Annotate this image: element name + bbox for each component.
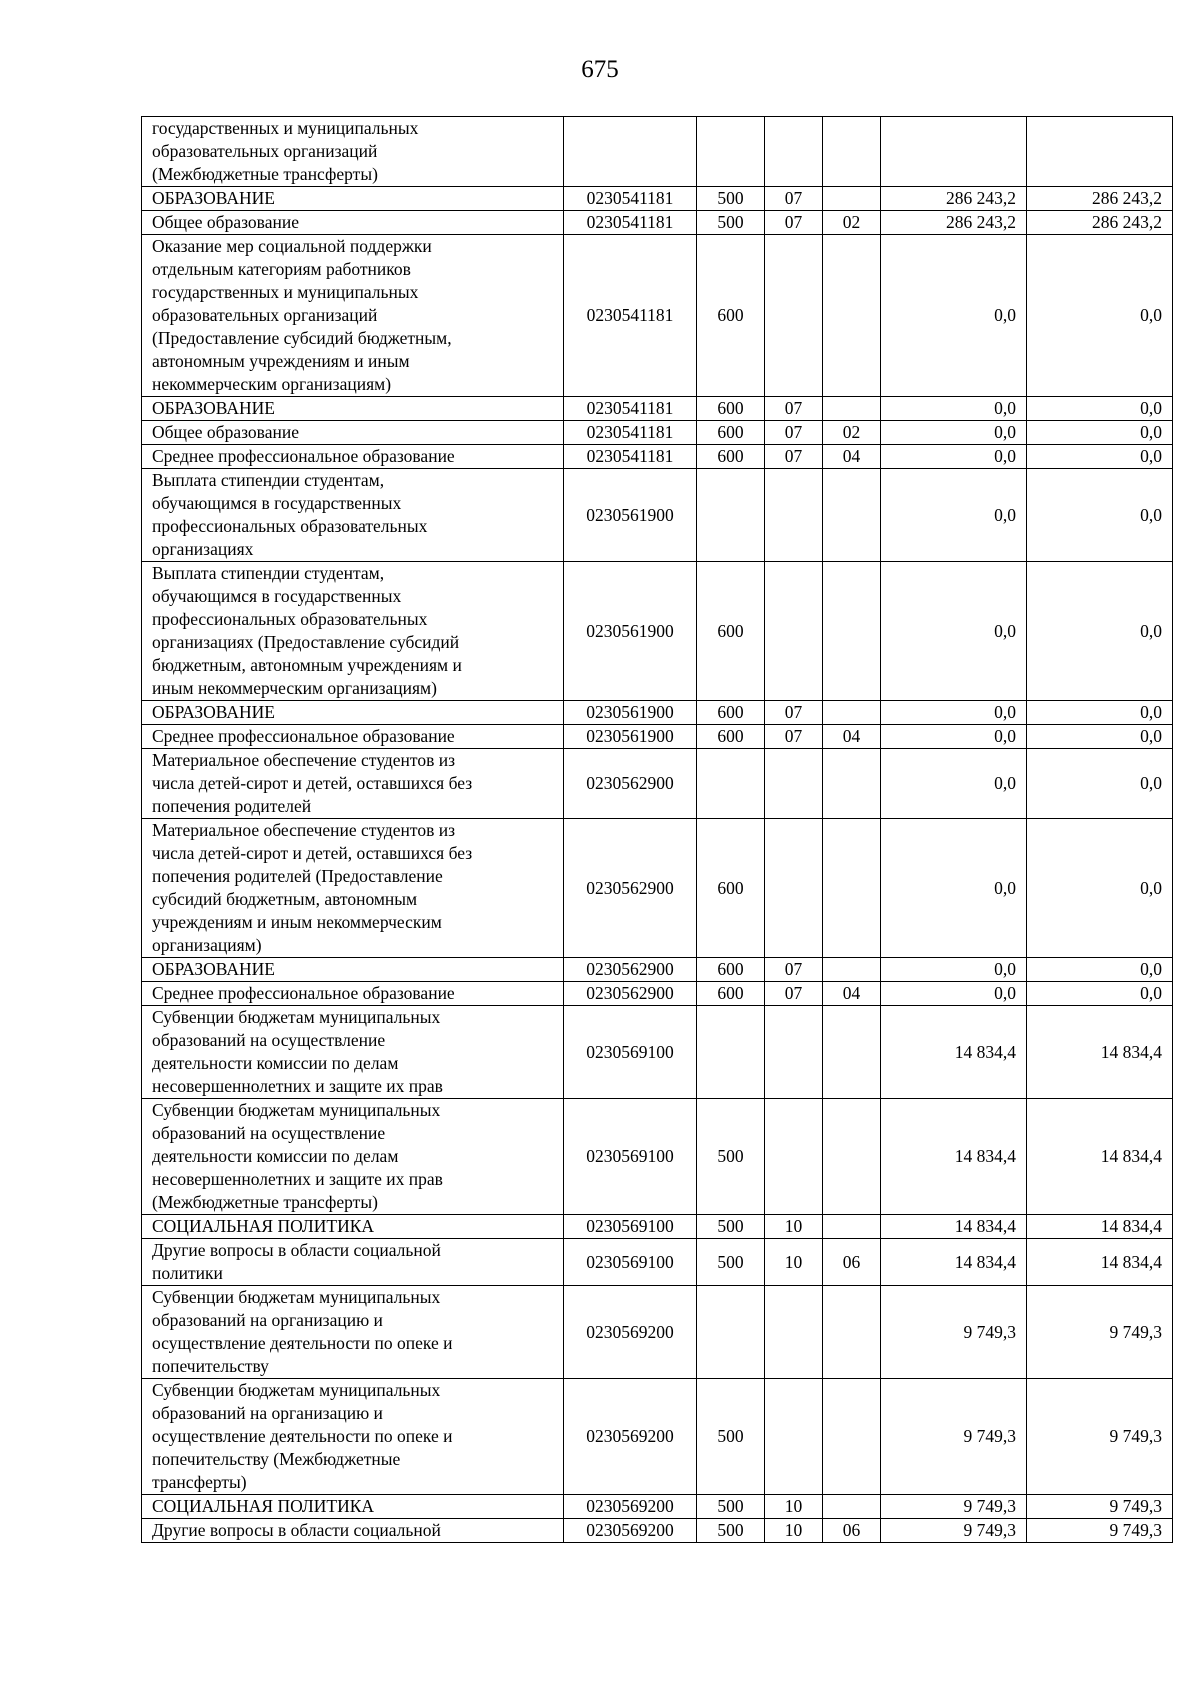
table-row <box>142 958 1173 982</box>
row-sum-2: 0,0 <box>1027 445 1173 469</box>
row-pr-code <box>823 562 881 701</box>
row-csr-code: 0230569200 <box>564 1519 697 1543</box>
row-sum-1: 0,0 <box>881 701 1027 725</box>
table-row <box>142 235 1173 397</box>
row-vr-code: 600 <box>697 235 765 397</box>
row-vr-code: 600 <box>697 562 765 701</box>
row-sum-2: 9 749,3 <box>1027 1286 1173 1379</box>
row-vr-code: 500 <box>697 1379 765 1495</box>
row-pr-code: 02 <box>823 421 881 445</box>
table-row <box>142 749 1173 819</box>
row-sum-1: 14 834,4 <box>881 1239 1027 1286</box>
row-csr-code: 0230541181 <box>564 211 697 235</box>
row-rz-code <box>765 469 823 562</box>
row-name: Субвенции бюджетам муниципальных образований на организацию и осуществление деятельности по опеке и попечительству <box>142 1286 564 1379</box>
row-sum-1: 0,0 <box>881 445 1027 469</box>
row-vr-code: 600 <box>697 958 765 982</box>
row-vr-code: 600 <box>697 725 765 749</box>
row-vr-code: 500 <box>697 1215 765 1239</box>
row-pr-code <box>823 187 881 211</box>
budget-table <box>141 116 1173 1543</box>
row-pr-code <box>823 749 881 819</box>
row-sum-1: 9 749,3 <box>881 1495 1027 1519</box>
table-row <box>142 1379 1173 1495</box>
row-rz-code <box>765 235 823 397</box>
row-name: Среднее профессиональное образование <box>142 445 564 469</box>
row-csr-code: 0230561900 <box>564 701 697 725</box>
table-row <box>142 117 1173 187</box>
row-csr-code: 0230569100 <box>564 1099 697 1215</box>
row-sum-2: 9 749,3 <box>1027 1379 1173 1495</box>
row-sum-2: 0,0 <box>1027 421 1173 445</box>
row-sum-2: 286 243,2 <box>1027 187 1173 211</box>
row-sum-2: 0,0 <box>1027 235 1173 397</box>
row-name: Субвенции бюджетам муниципальных образований на организацию и осуществление деятельности по опеке и попечительству (Межбюджетные трансферты) <box>142 1379 564 1495</box>
table-row <box>142 1099 1173 1215</box>
row-sum-2: 0,0 <box>1027 725 1173 749</box>
row-csr-code: 0230561900 <box>564 469 697 562</box>
row-sum-1: 0,0 <box>881 562 1027 701</box>
row-rz-code <box>765 562 823 701</box>
row-vr-code: 500 <box>697 1519 765 1543</box>
row-sum-1 <box>881 117 1027 187</box>
row-sum-1: 0,0 <box>881 397 1027 421</box>
row-sum-1: 0,0 <box>881 958 1027 982</box>
row-sum-1: 0,0 <box>881 421 1027 445</box>
row-name: Материальное обеспечение студентов из числа детей-сирот и детей, оставшихся без попечения родителей (Предоставление субсидий бюджетным, автономным учреждениям и иным некоммерческим организациям) <box>142 819 564 958</box>
row-pr-code <box>823 397 881 421</box>
table-row <box>142 1239 1173 1286</box>
row-sum-1: 9 749,3 <box>881 1519 1027 1543</box>
row-pr-code <box>823 1379 881 1495</box>
row-name: ОБРАЗОВАНИЕ <box>142 187 564 211</box>
row-vr-code <box>697 117 765 187</box>
row-name: Оказание мер социальной поддержки отдельным категориям работников государственных и муниципальных образовательных организаций (Предоставление субсидий бюджетным, автономным учреждениям и иным некоммерческим организациям) <box>142 235 564 397</box>
row-vr-code <box>697 1006 765 1099</box>
row-csr-code: 0230569200 <box>564 1495 697 1519</box>
table-row <box>142 421 1173 445</box>
row-rz-code: 07 <box>765 958 823 982</box>
row-csr-code: 0230569200 <box>564 1286 697 1379</box>
row-csr-code: 0230541181 <box>564 235 697 397</box>
row-pr-code <box>823 469 881 562</box>
row-csr-code <box>564 117 697 187</box>
row-csr-code: 0230562900 <box>564 958 697 982</box>
table-row <box>142 445 1173 469</box>
row-csr-code: 0230562900 <box>564 982 697 1006</box>
row-name: Материальное обеспечение студентов из числа детей-сирот и детей, оставшихся без попечения родителей <box>142 749 564 819</box>
table-row <box>142 1286 1173 1379</box>
row-sum-1: 286 243,2 <box>881 187 1027 211</box>
row-vr-code: 600 <box>697 819 765 958</box>
row-name: СОЦИАЛЬНАЯ ПОЛИТИКА <box>142 1215 564 1239</box>
row-pr-code: 04 <box>823 725 881 749</box>
row-name: Выплата стипендии студентам, обучающимся в государственных профессиональных образовательных организациях <box>142 469 564 562</box>
row-pr-code: 04 <box>823 445 881 469</box>
row-name: Общее образование <box>142 211 564 235</box>
row-rz-code: 10 <box>765 1215 823 1239</box>
row-name: Среднее профессиональное образование <box>142 725 564 749</box>
row-sum-2: 14 834,4 <box>1027 1099 1173 1215</box>
row-rz-code <box>765 1099 823 1215</box>
row-name: Среднее профессиональное образование <box>142 982 564 1006</box>
row-pr-code: 06 <box>823 1239 881 1286</box>
row-pr-code <box>823 1006 881 1099</box>
row-csr-code: 0230569100 <box>564 1239 697 1286</box>
table-row <box>142 1519 1173 1543</box>
table-row <box>142 1495 1173 1519</box>
row-sum-2: 0,0 <box>1027 958 1173 982</box>
row-name: Субвенции бюджетам муниципальных образований на осуществление деятельности комиссии по делам несовершеннолетних и защите их прав <box>142 1006 564 1099</box>
row-pr-code: 04 <box>823 982 881 1006</box>
row-sum-1: 0,0 <box>881 469 1027 562</box>
row-pr-code <box>823 958 881 982</box>
row-sum-1: 9 749,3 <box>881 1379 1027 1495</box>
row-rz-code: 07 <box>765 187 823 211</box>
row-rz-code <box>765 117 823 187</box>
row-rz-code <box>765 1379 823 1495</box>
row-name: Субвенции бюджетам муниципальных образований на осуществление деятельности комиссии по делам несовершеннолетних и защите их прав (Межбюджетные трансферты) <box>142 1099 564 1215</box>
row-sum-2: 9 749,3 <box>1027 1519 1173 1543</box>
row-csr-code: 0230562900 <box>564 749 697 819</box>
row-sum-2: 0,0 <box>1027 982 1173 1006</box>
row-csr-code: 0230569200 <box>564 1379 697 1495</box>
row-sum-1: 14 834,4 <box>881 1006 1027 1099</box>
row-csr-code: 0230541181 <box>564 445 697 469</box>
table-row <box>142 982 1173 1006</box>
row-name: ОБРАЗОВАНИЕ <box>142 397 564 421</box>
row-rz-code: 07 <box>765 725 823 749</box>
table-row <box>142 701 1173 725</box>
table-row <box>142 397 1173 421</box>
table-row <box>142 819 1173 958</box>
row-name: Выплата стипендии студентам, обучающимся в государственных профессиональных образовательных организациях (Предоставление субсидий бюджетным, автономным учреждениям и иным некоммерческим организациям) <box>142 562 564 701</box>
page-number: 675 <box>581 56 619 83</box>
row-vr-code <box>697 469 765 562</box>
row-rz-code: 07 <box>765 397 823 421</box>
row-sum-2: 0,0 <box>1027 701 1173 725</box>
table-body <box>142 117 1173 1543</box>
row-sum-2: 0,0 <box>1027 819 1173 958</box>
row-pr-code <box>823 701 881 725</box>
row-csr-code: 0230541181 <box>564 397 697 421</box>
row-vr-code: 500 <box>697 211 765 235</box>
row-sum-2: 9 749,3 <box>1027 1495 1173 1519</box>
row-name: ОБРАЗОВАНИЕ <box>142 701 564 725</box>
row-sum-2: 14 834,4 <box>1027 1006 1173 1099</box>
row-sum-1: 9 749,3 <box>881 1286 1027 1379</box>
row-name: СОЦИАЛЬНАЯ ПОЛИТИКА <box>142 1495 564 1519</box>
row-pr-code <box>823 235 881 397</box>
table-row <box>142 187 1173 211</box>
row-pr-code: 02 <box>823 211 881 235</box>
row-sum-1: 14 834,4 <box>881 1215 1027 1239</box>
row-vr-code: 500 <box>697 1239 765 1286</box>
row-pr-code <box>823 1099 881 1215</box>
table-row <box>142 469 1173 562</box>
row-rz-code <box>765 819 823 958</box>
row-vr-code: 600 <box>697 421 765 445</box>
row-sum-1: 0,0 <box>881 749 1027 819</box>
row-csr-code: 0230541181 <box>564 187 697 211</box>
row-rz-code: 10 <box>765 1239 823 1286</box>
row-sum-2: 14 834,4 <box>1027 1215 1173 1239</box>
table-row <box>142 1215 1173 1239</box>
row-pr-code <box>823 819 881 958</box>
row-sum-1: 0,0 <box>881 725 1027 749</box>
row-sum-2: 14 834,4 <box>1027 1239 1173 1286</box>
row-csr-code: 0230541181 <box>564 421 697 445</box>
table-row <box>142 725 1173 749</box>
row-sum-2: 0,0 <box>1027 562 1173 701</box>
row-sum-2 <box>1027 117 1173 187</box>
row-rz-code <box>765 749 823 819</box>
row-vr-code: 500 <box>697 1495 765 1519</box>
row-sum-1: 0,0 <box>881 819 1027 958</box>
row-vr-code: 500 <box>697 187 765 211</box>
row-sum-1: 14 834,4 <box>881 1099 1027 1215</box>
row-vr-code: 600 <box>697 445 765 469</box>
row-rz-code <box>765 1286 823 1379</box>
row-rz-code: 10 <box>765 1495 823 1519</box>
row-csr-code: 0230561900 <box>564 562 697 701</box>
row-name: ОБРАЗОВАНИЕ <box>142 958 564 982</box>
row-rz-code: 10 <box>765 1519 823 1543</box>
row-name: Другие вопросы в области социальной <box>142 1519 564 1543</box>
row-sum-2: 286 243,2 <box>1027 211 1173 235</box>
row-csr-code: 0230569100 <box>564 1215 697 1239</box>
row-vr-code: 500 <box>697 1099 765 1215</box>
table-row <box>142 211 1173 235</box>
row-sum-1: 286 243,2 <box>881 211 1027 235</box>
row-name: Другие вопросы в области социальной политики <box>142 1239 564 1286</box>
row-vr-code <box>697 1286 765 1379</box>
row-csr-code: 0230561900 <box>564 725 697 749</box>
row-pr-code <box>823 117 881 187</box>
row-pr-code <box>823 1215 881 1239</box>
row-csr-code: 0230562900 <box>564 819 697 958</box>
row-pr-code <box>823 1495 881 1519</box>
row-vr-code <box>697 749 765 819</box>
row-name: Общее образование <box>142 421 564 445</box>
row-rz-code: 07 <box>765 421 823 445</box>
row-sum-1: 0,0 <box>881 982 1027 1006</box>
table-row <box>142 1006 1173 1099</box>
row-pr-code <box>823 1286 881 1379</box>
row-rz-code: 07 <box>765 211 823 235</box>
row-sum-2: 0,0 <box>1027 749 1173 819</box>
row-sum-2: 0,0 <box>1027 397 1173 421</box>
row-rz-code: 07 <box>765 701 823 725</box>
row-vr-code: 600 <box>697 397 765 421</box>
row-rz-code <box>765 1006 823 1099</box>
row-sum-2: 0,0 <box>1027 469 1173 562</box>
row-csr-code: 0230569100 <box>564 1006 697 1099</box>
row-vr-code: 600 <box>697 982 765 1006</box>
row-sum-1: 0,0 <box>881 235 1027 397</box>
table-row <box>142 562 1173 701</box>
row-rz-code: 07 <box>765 445 823 469</box>
row-name: государственных и муниципальных образовательных организаций (Межбюджетные трансферты) <box>142 117 564 187</box>
row-vr-code: 600 <box>697 701 765 725</box>
row-rz-code: 07 <box>765 982 823 1006</box>
row-pr-code: 06 <box>823 1519 881 1543</box>
